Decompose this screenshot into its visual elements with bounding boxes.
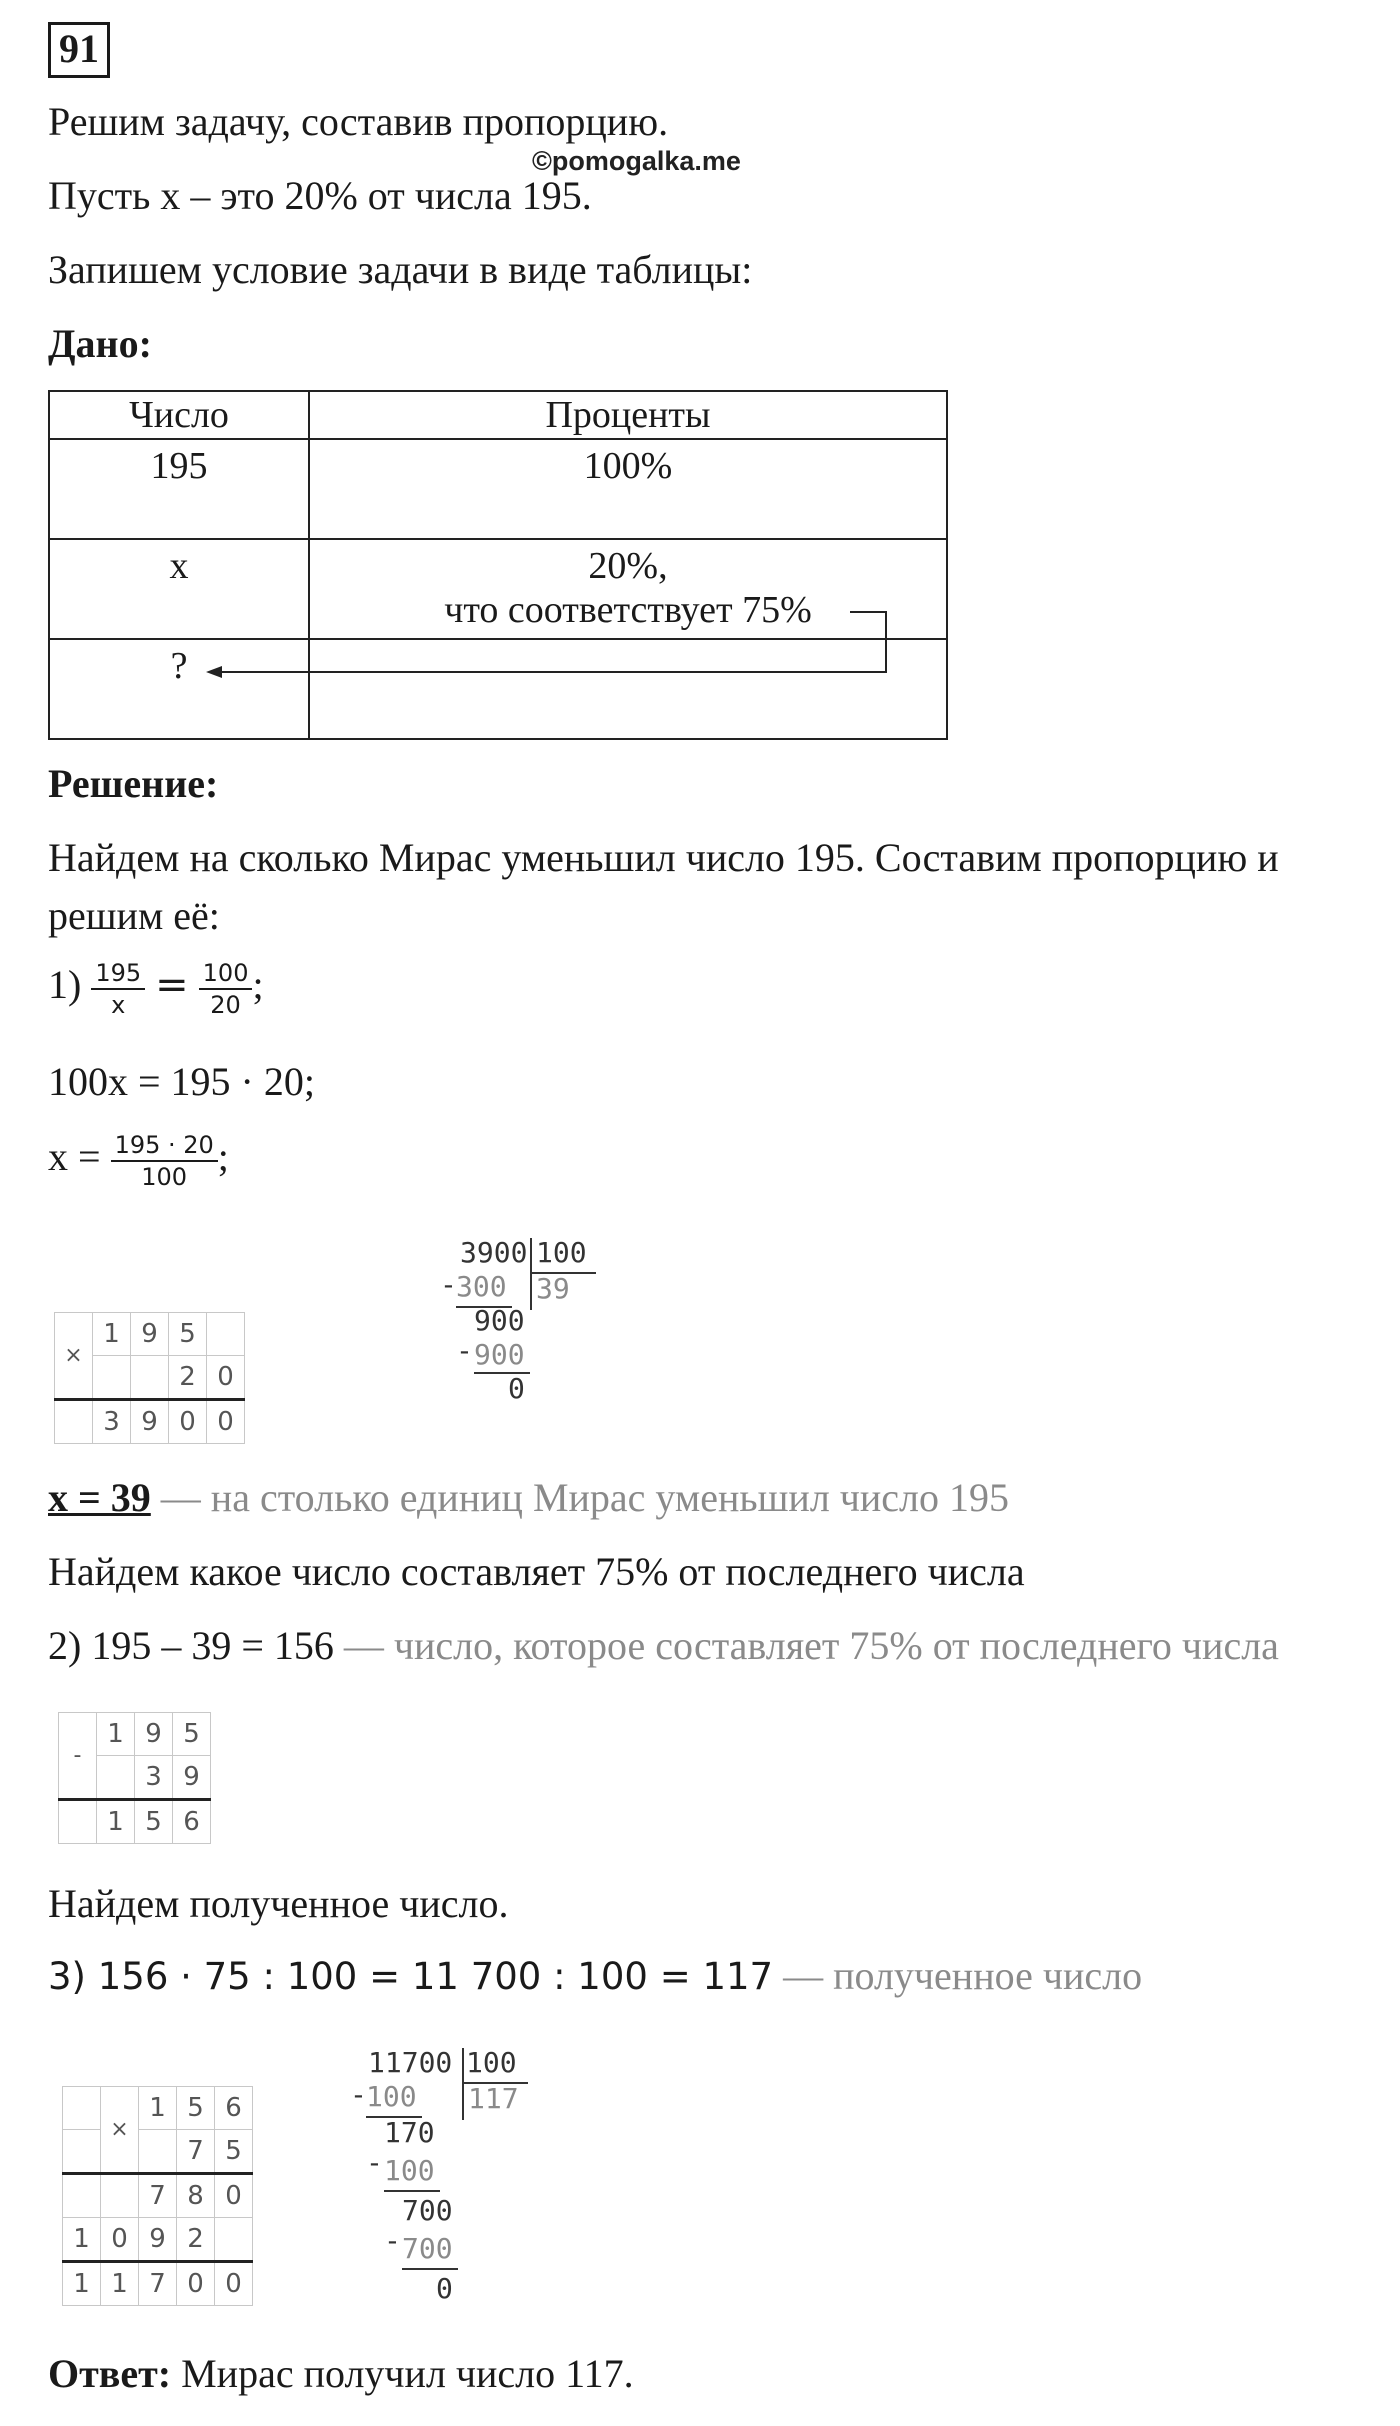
task-number: 91 (48, 22, 110, 78)
watermark: ©pomogalka.me (532, 146, 741, 176)
arrowhead-icon (206, 666, 222, 678)
fraction: $\frac{195}{x}$ (91, 958, 145, 1020)
col-header-number: Число (49, 391, 309, 439)
multiplication-grid: × 1 9 5 2 0 3 9 0 0 (54, 1312, 245, 1444)
cell-percent: 100% (309, 439, 947, 539)
equation-x: x = $\frac{195 \cdot 20}{100}$ ; (48, 1131, 229, 1191)
subtraction-grid: - 1 9 5 3 9 1 5 6 (58, 1712, 211, 1844)
given-heading: Дано: (48, 321, 152, 366)
equation-100x: 100x = 195 · 20; (48, 1059, 315, 1104)
solution-para-1: Найдем на сколько Мирас уменьшил число 195. Составим пропорцию и (48, 835, 1279, 880)
multiplication-grid-2: × 1 5 6 7 5 7 8 0 1 0 9 2 1 1 7 0 0 (62, 2086, 253, 2306)
long-division: 3900 100 - 300 39 900 - 900 0 (440, 1236, 640, 1436)
cell-number: x (49, 539, 309, 639)
step-1-proportion: 1) $\frac{195}{x}$ = $\frac{100}{20}$ ; (48, 959, 264, 1019)
intro-line-3: Запишем условие задачи в виде таблицы: (48, 247, 753, 292)
solution-para-1b: решим её: (48, 893, 220, 938)
intro-line-2: Пусть x – это 20% от числа 195. (48, 173, 592, 218)
solution-para-3: Найдем полученное число. (48, 1881, 509, 1926)
multiply-icon: × (101, 2087, 139, 2174)
cell-number: ? (49, 639, 309, 739)
long-division-2: 11700 100 - 100 117 170 - 100 700 - 700 0 (350, 2046, 590, 2346)
arrow-connector (0, 0, 1400, 760)
solution-heading: Решение: (48, 761, 219, 806)
cell-number: 195 (49, 439, 309, 539)
col-header-percent: Проценты (309, 391, 947, 439)
multiply-icon: × (55, 1313, 93, 1400)
minus-icon: - (59, 1713, 97, 1800)
solution-para-2: Найдем какое число составляет 75% от последнего числа (48, 1549, 1025, 1594)
cell-percent-note: что соответствует 75% (444, 589, 812, 631)
fraction: $\frac{195 \cdot 20}{100}$ (111, 1130, 218, 1192)
cell-percent: 20%, что соответствует 75% (309, 539, 947, 639)
answer: Ответ: Мирас получил число 117. (48, 2351, 634, 2396)
x-result: x = 39 — на столько единиц Мирас уменьшил число 195 (48, 1475, 1010, 1520)
fraction: $\frac{100}{20}$ (199, 958, 253, 1020)
step-3: 3) 156 · 75 : 100 = 11 700 : 100 = 117 — полученное число (48, 1953, 1143, 1998)
intro-line-1: Решим задачу, составив пропорцию. (48, 99, 669, 144)
step-2: 2) 195 – 39 = 156 — число, которое составляет 75% от последнего числа (48, 1623, 1279, 1668)
